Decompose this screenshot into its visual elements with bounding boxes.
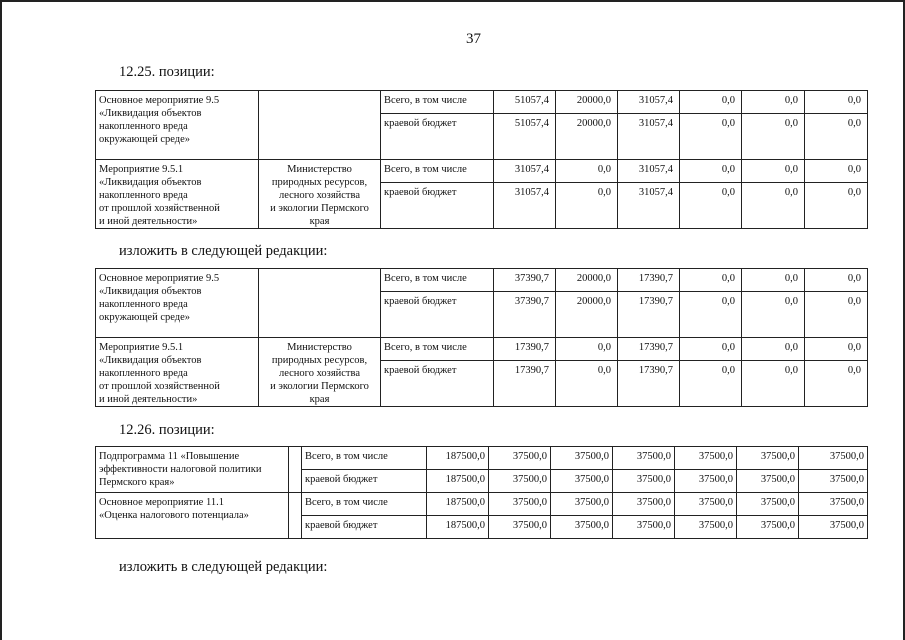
responsible-org-cell [259, 269, 381, 338]
amount-cell: 37500,0 [799, 470, 868, 493]
amount-cell: 17390,7 [618, 338, 680, 361]
scan-edge-top [0, 0, 905, 2]
amount-cell: 0,0 [805, 361, 868, 407]
section-heading-12-25: 12.25. позиции: [119, 64, 215, 80]
amount-cell: 31057,4 [494, 160, 556, 183]
amount-cell: 37500,0 [489, 447, 551, 470]
amount-cell: 37500,0 [675, 447, 737, 470]
amount-cell: 0,0 [742, 183, 805, 229]
table-row [96, 493, 868, 516]
amount-cell: 20000,0 [556, 269, 618, 292]
funding-source-cell: краевой бюджет [302, 470, 427, 493]
amount-cell: 0,0 [805, 269, 868, 292]
amount-cell: 0,0 [742, 338, 805, 361]
amount-cell: 31057,4 [618, 91, 680, 114]
amount-cell: 0,0 [556, 338, 618, 361]
amount-cell: 37500,0 [613, 447, 675, 470]
amount-cell: 31057,4 [618, 160, 680, 183]
amount-cell: 31057,4 [494, 183, 556, 229]
amount-cell: 0,0 [680, 361, 742, 407]
amount-cell: 0,0 [805, 338, 868, 361]
amount-cell: 37500,0 [799, 516, 868, 539]
instruction-heading-2: изложить в следующей редакции: [119, 559, 328, 575]
amount-cell: 37500,0 [551, 516, 613, 539]
amount-cell: 0,0 [680, 292, 742, 338]
amount-cell: 37500,0 [551, 493, 613, 516]
program-name-cell: Подпрограмма 11 «Повышение эффективности налоговой политики Пермского края» [96, 447, 289, 493]
amount-cell: 0,0 [805, 183, 868, 229]
amount-cell: 17390,7 [618, 361, 680, 407]
empty-org-cell [289, 447, 302, 493]
amount-cell: 187500,0 [427, 447, 489, 470]
amount-cell: 0,0 [556, 160, 618, 183]
amount-cell: 37390,7 [494, 292, 556, 338]
amount-cell: 31057,4 [618, 114, 680, 160]
amount-cell: 37500,0 [799, 447, 868, 470]
amount-cell: 0,0 [680, 183, 742, 229]
amount-cell: 0,0 [742, 114, 805, 160]
funding-source-cell: Всего, в том числе [381, 160, 494, 183]
funding-source-cell: краевой бюджет [381, 361, 494, 407]
amount-cell: 0,0 [742, 361, 805, 407]
table-12-26-original [95, 446, 868, 539]
amount-cell: 187500,0 [427, 493, 489, 516]
amount-cell: 20000,0 [556, 292, 618, 338]
amount-cell: 31057,4 [618, 183, 680, 229]
amount-cell: 37500,0 [675, 493, 737, 516]
measure-name-cell: Мероприятие 9.5.1 «Ликвидация объектов накопленного вреда от прошлой хозяйственной и иной деятельности» [96, 160, 259, 229]
amount-cell: 0,0 [805, 114, 868, 160]
amount-cell: 0,0 [680, 338, 742, 361]
amount-cell: 20000,0 [556, 91, 618, 114]
section-heading-12-26: 12.26. позиции: [119, 422, 215, 438]
responsible-org-cell [259, 91, 381, 160]
amount-cell: 0,0 [556, 183, 618, 229]
table-row [96, 269, 868, 292]
amount-cell: 37500,0 [737, 493, 799, 516]
amount-cell: 17390,7 [494, 338, 556, 361]
scan-edge-left [0, 0, 2, 640]
amount-cell: 0,0 [680, 91, 742, 114]
table-row [96, 160, 868, 183]
funding-source-cell: Всего, в том числе [302, 447, 427, 470]
table-12-25-new [95, 268, 868, 407]
instruction-heading-1: изложить в следующей редакции: [119, 243, 328, 259]
amount-cell: 37500,0 [737, 447, 799, 470]
responsible-org-cell: Министерство природных ресурсов, лесного хозяйства и экологии Пермского края [259, 160, 381, 229]
amount-cell: 0,0 [556, 361, 618, 407]
amount-cell: 17390,7 [618, 269, 680, 292]
amount-cell: 0,0 [742, 269, 805, 292]
amount-cell: 0,0 [680, 160, 742, 183]
amount-cell: 0,0 [805, 292, 868, 338]
amount-cell: 51057,4 [494, 91, 556, 114]
amount-cell: 37500,0 [551, 447, 613, 470]
amount-cell: 20000,0 [556, 114, 618, 160]
amount-cell: 187500,0 [427, 470, 489, 493]
funding-source-cell: краевой бюджет [381, 183, 494, 229]
amount-cell: 37500,0 [551, 470, 613, 493]
amount-cell: 0,0 [742, 292, 805, 338]
measure-name-cell: Основное мероприятие 9.5 «Ликвидация объектов накопленного вреда окружающей среде» [96, 269, 259, 338]
funding-source-cell: краевой бюджет [381, 114, 494, 160]
funding-source-cell: Всего, в том числе [381, 91, 494, 114]
amount-cell: 187500,0 [427, 516, 489, 539]
amount-cell: 0,0 [805, 160, 868, 183]
amount-cell: 0,0 [805, 91, 868, 114]
funding-source-cell: Всего, в том числе [381, 338, 494, 361]
funding-source-cell: краевой бюджет [381, 292, 494, 338]
amount-cell: 17390,7 [494, 361, 556, 407]
amount-cell: 37500,0 [737, 516, 799, 539]
empty-org-cell [289, 493, 302, 539]
amount-cell: 0,0 [742, 160, 805, 183]
amount-cell: 37390,7 [494, 269, 556, 292]
amount-cell: 37500,0 [489, 493, 551, 516]
amount-cell: 37500,0 [613, 470, 675, 493]
table-12-25-original [95, 90, 868, 229]
amount-cell: 37500,0 [675, 470, 737, 493]
measure-name-cell: Основное мероприятие 9.5 «Ликвидация объектов накопленного вреда окружающей среде» [96, 91, 259, 160]
table-row [96, 447, 868, 470]
table-row [96, 338, 868, 361]
amount-cell: 37500,0 [489, 470, 551, 493]
page-number: 37 [466, 31, 481, 47]
responsible-org-cell: Министерство природных ресурсов, лесного хозяйства и экологии Пермского края [259, 338, 381, 407]
amount-cell: 0,0 [680, 114, 742, 160]
measure-name-cell: Мероприятие 9.5.1 «Ликвидация объектов накопленного вреда от прошлой хозяйственной и иной деятельности» [96, 338, 259, 407]
amount-cell: 17390,7 [618, 292, 680, 338]
amount-cell: 37500,0 [489, 516, 551, 539]
amount-cell: 37500,0 [613, 516, 675, 539]
amount-cell: 0,0 [680, 269, 742, 292]
funding-source-cell: Всего, в том числе [381, 269, 494, 292]
amount-cell: 37500,0 [613, 493, 675, 516]
amount-cell: 37500,0 [675, 516, 737, 539]
funding-source-cell: краевой бюджет [302, 516, 427, 539]
amount-cell: 37500,0 [799, 493, 868, 516]
program-name-cell: Основное мероприятие 11.1 «Оценка налогового потенциала» [96, 493, 289, 539]
amount-cell: 51057,4 [494, 114, 556, 160]
table-row [96, 91, 868, 114]
amount-cell: 37500,0 [737, 470, 799, 493]
funding-source-cell: Всего, в том числе [302, 493, 427, 516]
amount-cell: 0,0 [742, 91, 805, 114]
